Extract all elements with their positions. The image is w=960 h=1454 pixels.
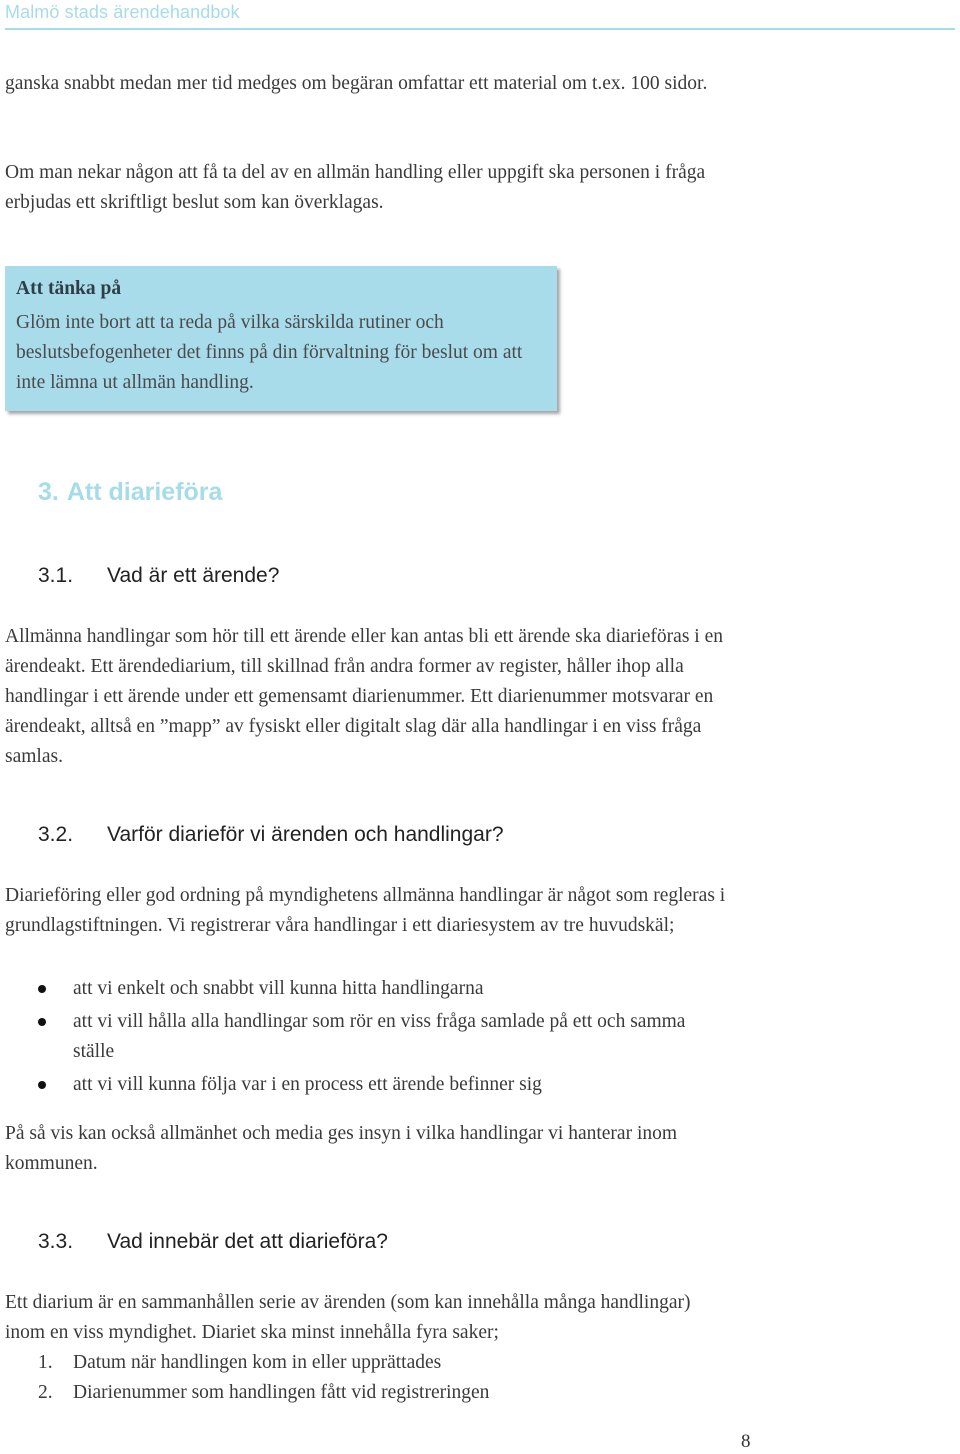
section-3-3-paragraph: Ett diarium är en sammanhållen serie av ärenden (som kan innehålla många handlingar) inom en viss myndighet. Diariet ska minst innehålla fyra saker; xyxy=(5,1292,691,1343)
diary-requirements-list xyxy=(38,1348,938,1408)
list-item xyxy=(38,1378,938,1408)
chapter-heading xyxy=(38,478,222,507)
section-title: Vad är ett ärende? xyxy=(107,564,280,587)
section-heading-3-2 xyxy=(38,823,838,851)
list-item-text: att vi vill kunna följa var i en process ett ärende befinner sig xyxy=(73,1074,542,1095)
header-divider xyxy=(5,28,955,30)
list-item xyxy=(38,1070,938,1100)
intro-paragraph-1: ganska snabbt medan mer tid medges om begäran omfattar ett material om t.ex. 100 sidor. xyxy=(5,73,708,94)
bullet-icon xyxy=(38,1081,46,1089)
list-item xyxy=(38,1348,938,1378)
list-item-number: 2. xyxy=(38,1382,53,1403)
chapter-number: 3. xyxy=(38,478,59,506)
list-item-text: att vi enkelt och snabbt vill kunna hitta handlingarna xyxy=(73,978,484,999)
section-title: Varför diarieför vi ärenden och handlingar? xyxy=(107,823,504,846)
list-item xyxy=(38,974,938,1004)
section-3-1-paragraph: Allmänna handlingar som hör till ett ärende eller kan antas bli ett ärende ska diarieföras i en ärendeakt. Ett ärendediarium, till skillnad från andra former av register, håller ihop alla handlingar i ett ärende under ett gemensamt diarienummer. Ett diarienummer motsvarar en ärendeakt, alltså en ”mapp” av fysiskt eller digitalt slag där alla handlingar i en viss fråga samlas. xyxy=(5,626,723,767)
section-number: 3.2. xyxy=(38,823,74,846)
reasons-bullet-list xyxy=(38,974,938,1103)
page-number: 8 xyxy=(741,1431,751,1452)
section-3-2-closing-paragraph: På så vis kan också allmänhet och media ges insyn i vilka handlingar vi hanterar inom kommunen. xyxy=(5,1123,678,1174)
tip-callout-title: Att tänka på xyxy=(16,278,122,299)
section-number: 3.1. xyxy=(38,564,74,587)
intro-paragraph-2: Om man nekar någon att få ta del av en allmän handling eller uppgift ska personen i fråga erbjudas ett skriftligt beslut som kan överklagas. xyxy=(5,162,706,213)
list-item-number: 1. xyxy=(38,1352,53,1373)
section-heading-3-3 xyxy=(38,1230,838,1258)
bullet-icon xyxy=(38,985,46,993)
section-number: 3.3. xyxy=(38,1230,74,1253)
document-header-title: Malmö stads ärendehandbok xyxy=(5,2,240,22)
tip-callout-text: Glöm inte bort att ta reda på vilka särskilda rutiner och beslutsbefogenheter det finns på din förvaltning för beslut om att inte lämna ut allmän handling. xyxy=(16,312,523,393)
chapter-title: Att diarieföra xyxy=(66,478,223,506)
list-item-text: att vi vill hålla alla handlingar som rör en viss fråga samlade på ett och samma ställe xyxy=(73,1011,686,1062)
list-item-text: Diarienummer som handlingen fått vid registreringen xyxy=(73,1382,490,1403)
section-title: Vad innebär det att diarieföra? xyxy=(107,1230,388,1253)
list-item-text: Datum när handlingen kom in eller upprättades xyxy=(73,1352,442,1373)
section-3-2-paragraph: Diarieföring eller god ordning på myndighetens allmänna handlingar är något som regleras i grundlagstiftningen. Vi registrerar våra handlingar i ett diariesystem av tre huvudskäl; xyxy=(5,885,726,936)
list-item xyxy=(38,1007,703,1067)
section-heading-3-1 xyxy=(38,564,838,592)
bullet-icon xyxy=(38,1018,46,1026)
